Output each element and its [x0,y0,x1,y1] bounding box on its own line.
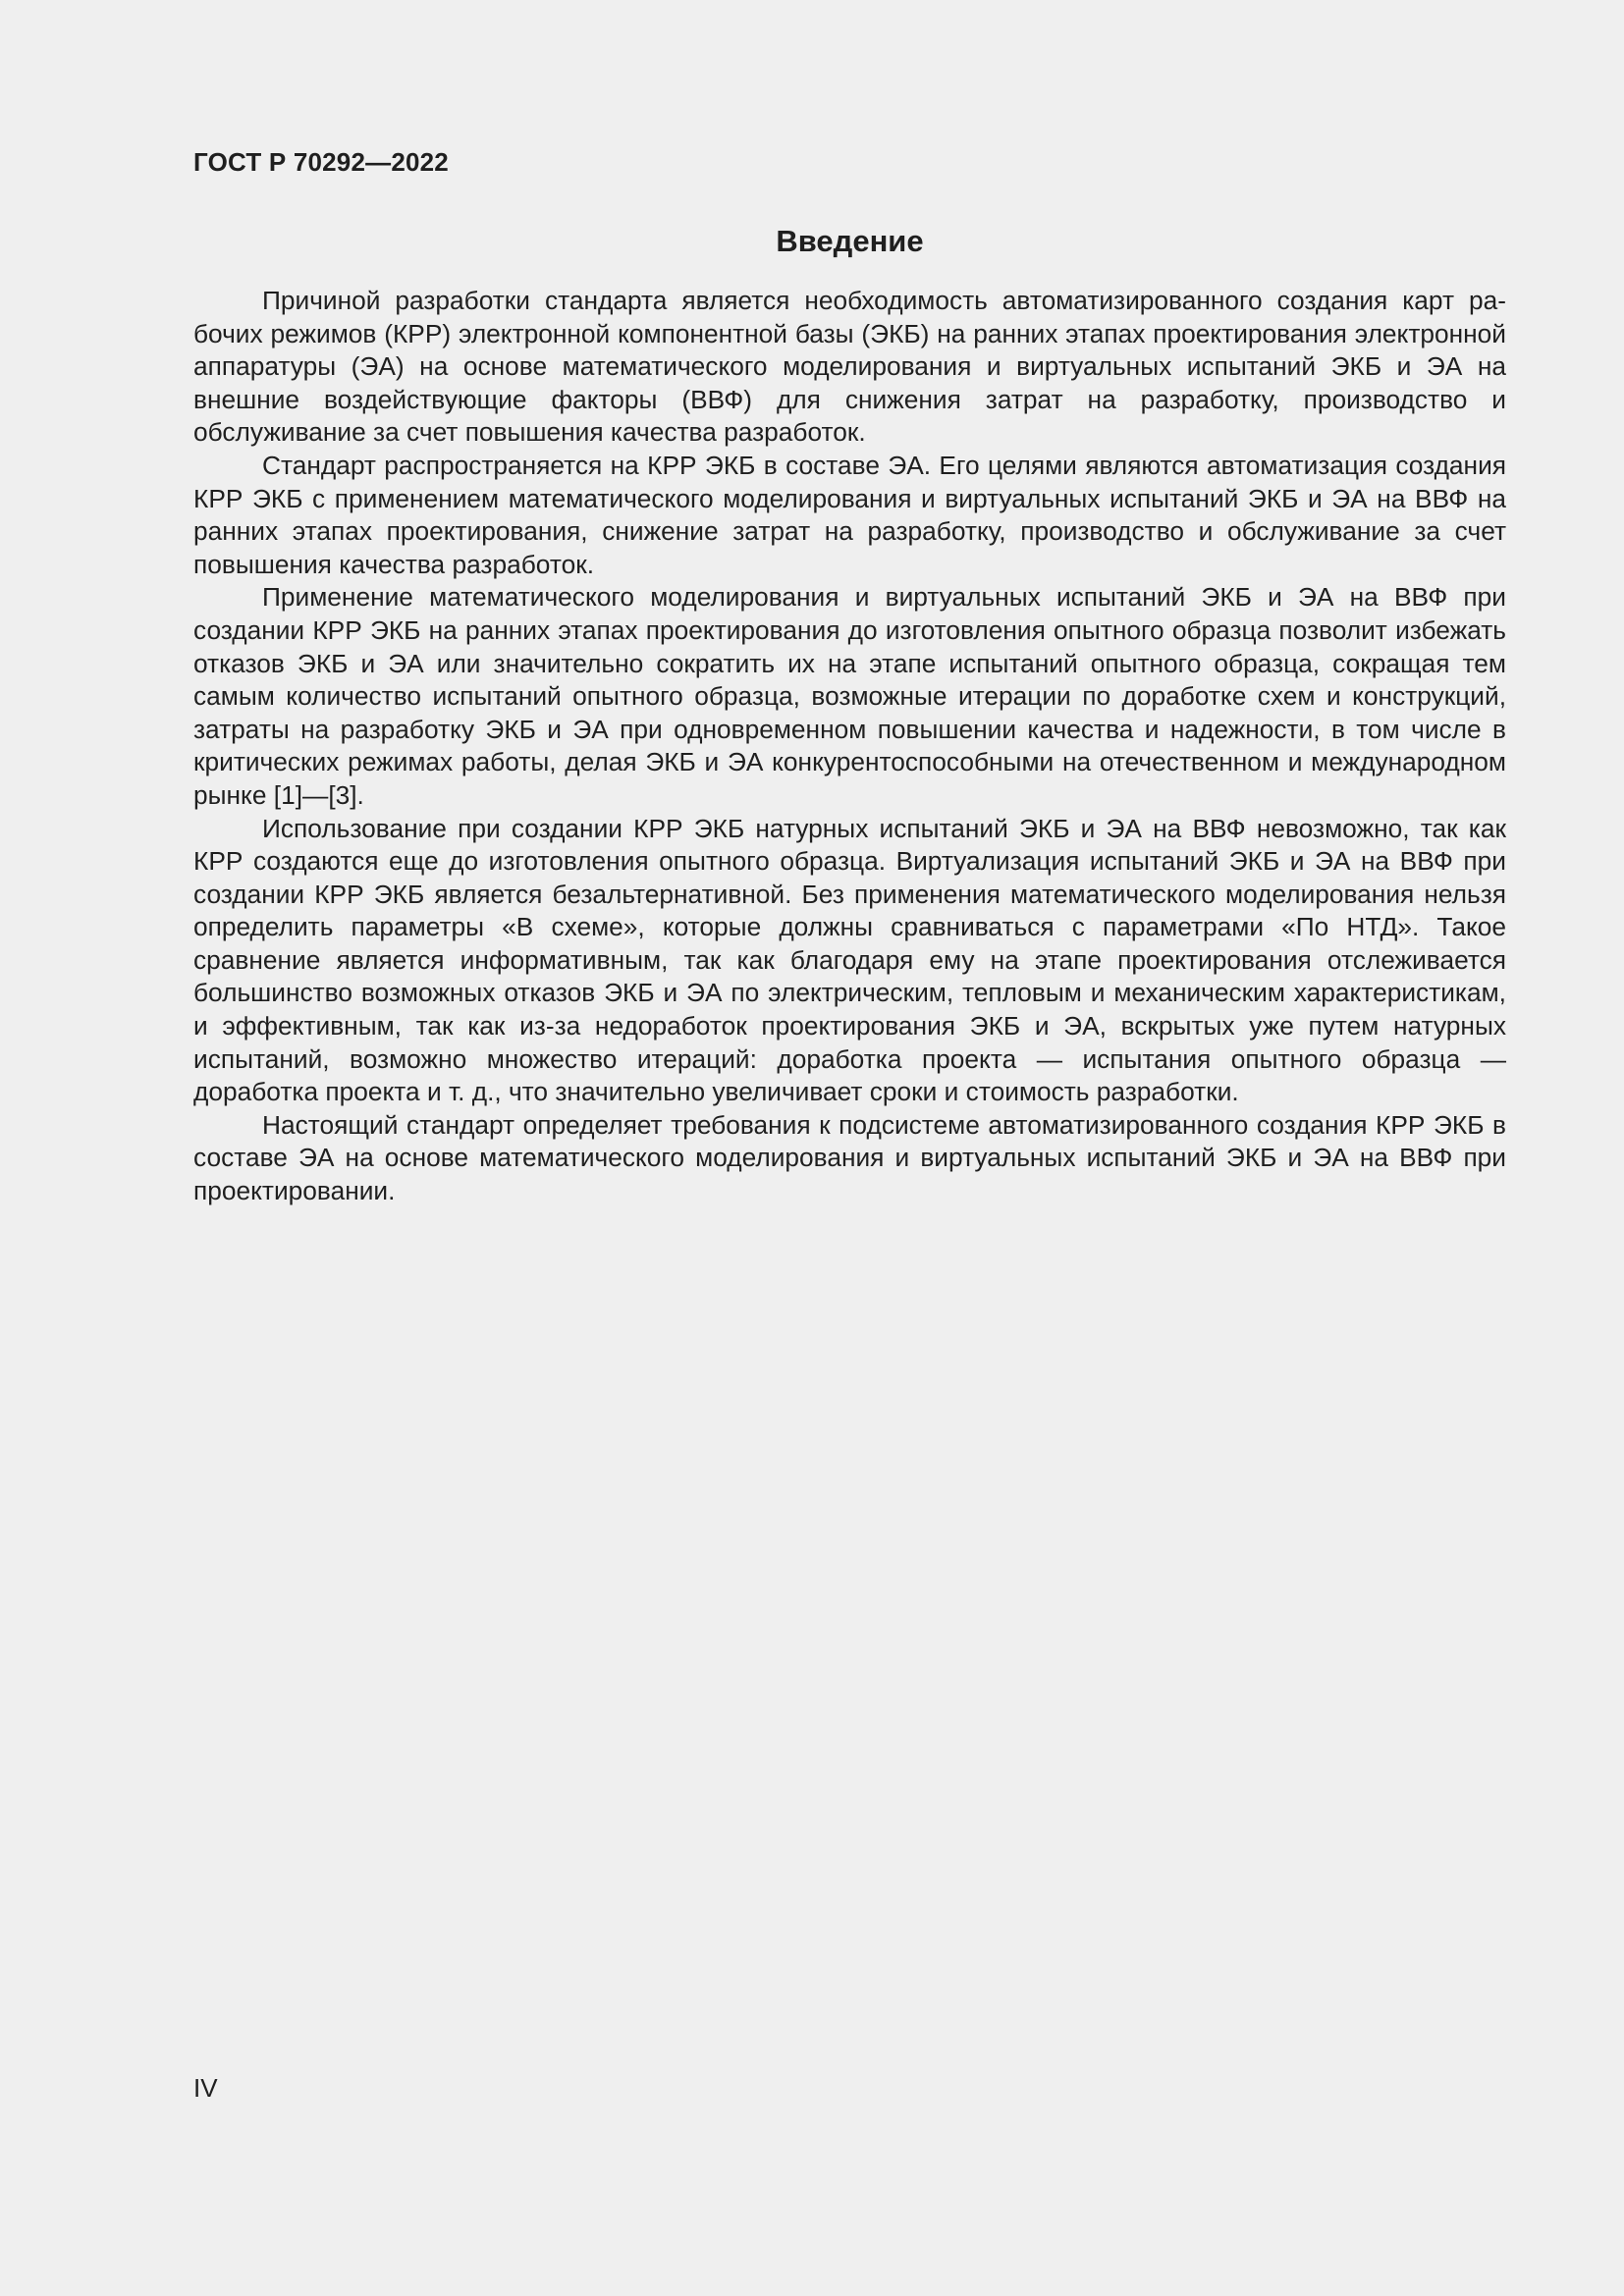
paragraph-4: Использование при создании КРР ЭКБ натурных испытаний ЭКБ и ЭА на ВВФ невозможно, так как КРР создаются еще до изготовления опытного образца. Виртуализация испытаний ЭКБ и ЭА на ВВФ при создании КРР ЭКБ является безальтернативной. Без применения математического моделирования нельзя определить параметры «В схеме», которые должны сравниваться с параметрами «По НТД». Такое сравнение является информативным, так как благодаря ему на этапе проектирования отслеживается большинство возможных отказов ЭКБ и ЭА по электрическим, тепловым и механическим характеристикам, и эффективным, так как из-за недоработок проектирования ЭКБ и ЭА, вскрытых уже путем натурных испытаний, возможно множество итераций: доработка проекта — испытания опытного образца — доработка проекта и т. д., что значительно увеличивает сроки и стоимость разработки. [193,813,1506,1107]
paragraph-1: Причиной разработки стандарта является необходимость автоматизированного создания карт рабочих режимов (КРР) электронной компонентной базы (ЭКБ) на ранних этапах проектирования электронной аппаратуры (ЭА) на основе математического моделирования и виртуальных испытаний ЭКБ и ЭА на внешние воздействующие факторы (ВВФ) для снижения затрат на разработку, производство и обслуживание за счет повышения качества разработок. [193,286,1506,448]
section-title: Введение [776,224,924,258]
paragraph-2: Стандарт распространяется на КРР ЭКБ в составе ЭА. Его целями являются автоматизация создания КРР ЭКБ с применением математического моделирования и виртуальных испытаний ЭКБ и ЭА на ВВФ на ранних этапах проектирования, снижение затрат на разработку, производство и обслуживание за счет повышения качества разработок. [193,450,1506,579]
document-code-header: ГОСТ Р 70292—2022 [193,147,449,177]
paragraph-3: Применение математического моделирования и виртуальных испытаний ЭКБ и ЭА на ВВФ при создании КРР ЭКБ на ранних этапах проектирования до изготовления опытного образца позволит избежать отказов ЭКБ и ЭА или значительно сократить их на этапе испытаний опытного образца, сокращая тем самым количество испытаний опытного образца, возможные итерации по доработке схем и конструкций, затраты на разработку ЭКБ и ЭА при одновременном повышении качества и надежности, в том числе в критических режимах работы, делая ЭКБ и ЭА конкурентоспособными на отечественном и международном рынке [1]—[3]. [193,582,1506,810]
paragraph-5: Настоящий стандарт определяет требования к подсистеме автоматизированного создания КРР ЭКБ в составе ЭА на основе математического моделирования и виртуальных испытаний ЭКБ и ЭА на ВВФ при проектировании. [193,1109,1506,1206]
page-number: IV [193,2073,218,2103]
introduction-body [193,285,1506,1208]
